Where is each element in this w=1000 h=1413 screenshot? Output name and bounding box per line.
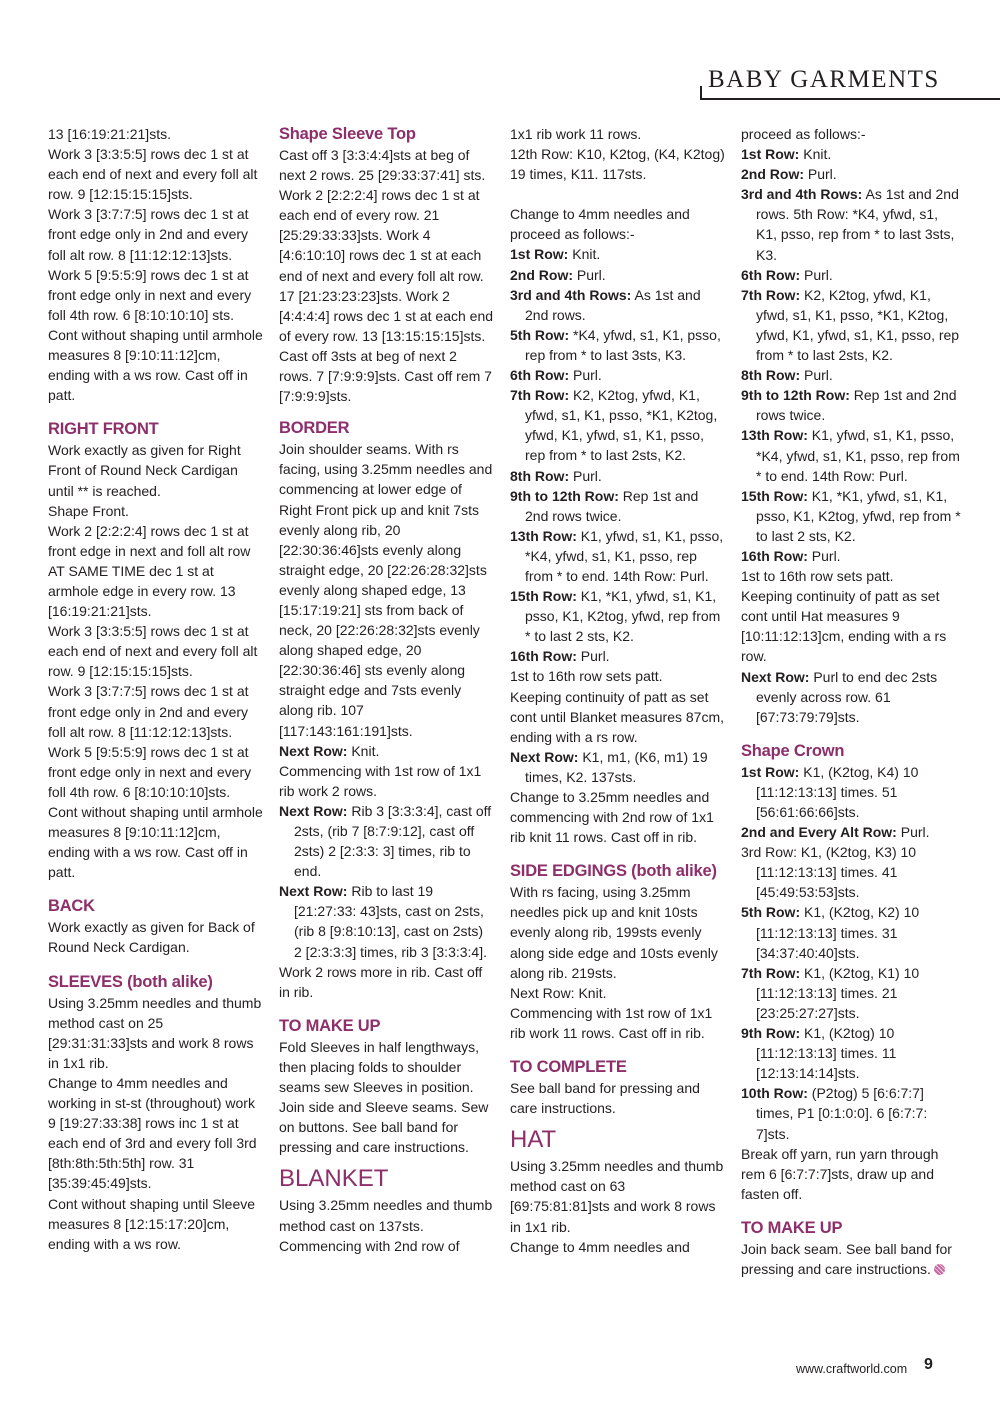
row-instruction — [741, 144, 961, 164]
row-label: 8th Row: — [510, 467, 570, 484]
row-label: 8th Row: — [741, 367, 801, 384]
heading-hat: HAT — [510, 1126, 557, 1154]
row-label: 16th Row: — [510, 648, 577, 665]
row-instruction — [510, 244, 725, 264]
row-label: Next Row: — [279, 883, 348, 900]
paragraph: Break off yarn, run yarn through rem 6 [6:7:7:7]sts, draw up and fasten off. — [741, 1145, 939, 1202]
row-instruction — [741, 1023, 961, 1083]
row-label: 3rd and 4th Rows: — [741, 186, 863, 203]
paragraph: Join shoulder seams. With rs facing, using 3.25mm needles and commencing at lower edge of Right Front pick up and knit 7sts evenly along rib, 20 [22:30:36:46]sts evenly along straight edge, 20 [22:26:28:32]sts evenly along shaped edge, 13 [15:17:19:21] sts from back of neck, 20 [22:26:28:32]sts evenly along shaped edge, 20 [22:30:36:46] sts evenly along straight edge and 7sts evenly along rib. 107 [117:143:161:191]sts. — [279, 441, 493, 739]
row-text: Purl. — [800, 266, 833, 283]
paragraph: Cont without shaping until Sleeve measures 8 [12:15:17:20]cm, ending with a ws row. — [48, 1195, 256, 1252]
row-label: 16th Row: — [741, 547, 808, 564]
row-text: *K4, yfwd, s1, K1, psso, rep from * to last 3sts, K3. — [525, 326, 721, 363]
row-label: Next Row: — [279, 802, 348, 819]
footer-url: www.craftworld.com — [796, 1362, 908, 1376]
row-instruction — [741, 546, 961, 566]
heading-to-complete: TO COMPLETE — [510, 1058, 627, 1077]
paragraph: Work 3 [3:7:7:5] rows dec 1 st at front edge only in 2nd and every foll alt row. 8 [11:12:12:13]sts. — [48, 683, 249, 740]
paragraph: Next Row: Knit. — [510, 984, 607, 1001]
row-label: 13th Row: — [510, 527, 577, 544]
row-label: 6th Row: — [510, 367, 570, 384]
row-label: Next Row: — [279, 742, 348, 759]
row-text: K2, K2tog, yfwd, K1, yfwd, s1, K1, psso, *K1, K2tog, yfwd, K1, yfwd, s1, K1, psso, rep from * to last 2sts, K2. — [525, 387, 718, 464]
paragraph: Using 3.25mm needles and thumb method cast on 137sts. Commencing with 2nd row of — [279, 1197, 493, 1254]
row-label: 1st Row: — [510, 246, 569, 263]
page-number: 9 — [924, 1356, 933, 1373]
row-text: K1, *K1, yfwd, s1, K1, psso, K1, K2tog, yfwd, rep from * to last 2 sts, K2. — [525, 588, 721, 645]
yarn-ball-icon — [934, 1264, 945, 1275]
paragraph: 1st to 16th row sets patt. — [510, 668, 663, 685]
row-instruction — [741, 385, 961, 425]
row-text: K2, K2tog, yfwd, K1, yfwd, s1, K1, psso, *K1, K2tog, yfwd, K1, yfwd, s1, K1, psso, rep from * to last 2sts, K2. — [756, 286, 960, 364]
paragraph: Work exactly as given for Right Front of Round Neck Cardigan until ** is reached. — [48, 442, 241, 499]
row-label: 2nd Row: — [741, 166, 804, 183]
row-instruction — [741, 902, 961, 962]
row-label: Next Row: — [510, 748, 579, 765]
row-text: K1, m1, (K6, m1) 19 times, K2. 137sts. — [525, 748, 708, 785]
row-label: 7th Row: — [741, 964, 801, 981]
row-instruction — [741, 285, 961, 365]
row-text: K1, (K2tog, K4) 10 [11:12:13:13] times. 51 [56:61:66:66]sts. — [756, 763, 919, 820]
heading-side-edgings: SIDE EDGINGS (both alike) — [510, 862, 717, 881]
column-4 — [741, 124, 961, 1279]
row-instruction — [741, 667, 961, 727]
paragraph: Work 2 [2:2:2:4] rows dec 1 st at front edge in next and foll alt row AT SAME TIME dec 1 st at armhole edge in every row. 13 [16:19:21:21]sts. — [48, 522, 251, 620]
row-label: 5th Row: — [741, 904, 801, 921]
paragraph: Using 3.25mm needles and thumb method cast on 63 [69:75:81:81]sts and work 8 rows in 1x1 rib. — [510, 1158, 724, 1235]
row-instruction — [510, 365, 725, 385]
paragraph: Cast off 3 [3:3:4:4]sts at beg of next 2 rows. 25 [29:33:37:41] sts. — [279, 147, 486, 184]
paragraph: Commencing with 1st row of 1x1 rib work 2 rows. — [279, 762, 482, 799]
paragraph: Cont without shaping until armhole measures 8 [9:10:11:12]cm, ending with a ws row. Cast off in patt. — [48, 326, 263, 404]
heading-to-make-up: TO MAKE UP — [279, 1016, 381, 1035]
row-text: K1, (K2tog, K1) 10 [11:12:13:13] times. 21 [23:25:27:27]sts. — [756, 964, 920, 1021]
paragraph-end — [741, 1239, 961, 1279]
paragraph: Work exactly as given for Back of Round Neck Cardigan. — [48, 919, 255, 956]
paragraph: Work 3 [3:7:7:5] rows dec 1 st at front edge only in 2nd and every foll alt row. 8 [11:12:12:13]sts. — [48, 206, 249, 263]
paragraph: With rs facing, using 3.25mm needles pick up and knit 10sts evenly along rib, 199sts evenly along side edge and 10sts evenly along rib. 219sts. — [510, 884, 718, 981]
row-instruction — [279, 881, 494, 961]
row-instruction — [741, 963, 961, 1023]
heading-back: BACK — [48, 897, 95, 916]
heading-to-make-up: TO MAKE UP — [741, 1218, 843, 1237]
paragraph: Change to 3.25mm needles and commencing with 2nd row of 1x1 rib knit 11 rows. Cast off in rib. — [510, 789, 714, 846]
paragraph: Using 3.25mm needles and thumb method cast on 25 [29:31:31:33]sts and work 8 rows in 1x1 rib. — [48, 994, 262, 1071]
row-text: Knit. — [799, 146, 832, 163]
row-instruction — [510, 526, 725, 586]
heading-border: BORDER — [279, 419, 350, 438]
row-instruction — [510, 646, 725, 666]
paragraph: Change to 4mm needles and working in st-st (throughout) work 9 [19:27:33:38] rows inc 1 st at each end of 3rd and every foll 3rd [8th:8th:5th:5th] row. 31 [35:39:45:49]sts. — [48, 1074, 257, 1192]
row-text: K1, *K1, yfwd, s1, K1, psso, K1, K2tog, yfwd, rep from * to last 2 sts, K2. — [756, 487, 961, 544]
spacer — [510, 184, 725, 204]
row-label: 1st Row: — [741, 763, 800, 780]
paragraph: Keeping continuity of patt as set cont until Hat measures 9 [10:11:12:13]cm, ending with a rs row. — [741, 588, 947, 665]
row-label: 15th Row: — [741, 487, 808, 504]
paragraph: 1x1 rib work 11 rows. — [510, 126, 642, 142]
column-2 — [279, 124, 494, 1256]
paragraph: Work 5 [9:5:5:9] rows dec 1 st at front edge only in next and every foll 4th row. 6 [8:10:10:10] sts. — [48, 266, 252, 323]
row-text: As 1st and 2nd rows. 5th Row: *K4, yfwd, s1, K1, psso, rep from * to last 3sts, K3. — [756, 186, 959, 263]
row-text: Purl. — [804, 166, 837, 183]
row-label: 9th Row: — [741, 1025, 801, 1042]
paragraph: Cont without shaping until armhole measures 8 [9:10:11:12]cm, ending with a ws row. Cast off in patt. — [48, 804, 263, 881]
row-label: 2nd Row: — [510, 266, 573, 283]
row-instruction — [510, 747, 725, 787]
row-text: Purl. — [569, 467, 602, 484]
paragraph: 1st to 16th row sets patt. — [741, 568, 894, 585]
heading-blanket: BLANKET — [279, 1165, 389, 1193]
row-instruction — [741, 184, 961, 264]
row-label: 1st Row: — [741, 146, 800, 163]
row-label: 2nd and Every Alt Row: — [741, 824, 897, 841]
row-instruction — [510, 385, 725, 465]
row-label: 15th Row: — [510, 588, 577, 605]
title-rule — [700, 98, 1000, 100]
row-label: 9th to 12th Row: — [741, 387, 850, 404]
row-instruction — [741, 425, 961, 485]
row-text: K1, yfwd, s1, K1, psso, *K4, yfwd, s1, K1, psso, rep from * to end. 14th Row: Purl. — [525, 527, 724, 584]
row-text: Rep 1st and 2nd rows twice. — [525, 487, 699, 524]
row-label: Next Row: — [741, 668, 810, 685]
paragraph: Shape Front. — [48, 502, 129, 519]
row-instruction — [510, 285, 725, 325]
row-text: Purl. — [576, 648, 610, 665]
heading-shape-crown: Shape Crown — [741, 741, 845, 760]
row-instruction — [741, 762, 961, 822]
row-instruction — [510, 486, 725, 526]
paragraph: Fold Sleeves in half lengthways, then placing folds to shoulder seams sew Sleeves in position. Join side and Sleeve seams. Sew on buttons. See ball band for pressing and care instructions. — [279, 1038, 489, 1156]
row-instruction — [741, 486, 961, 546]
paragraph: Work 2 rows more in rib. Cast off in rib. — [279, 963, 483, 1000]
row-instruction — [741, 365, 961, 385]
paragraph-text: Join back seam. See ball band for pressing and care instructions. — [741, 1240, 952, 1277]
row-instruction — [279, 801, 494, 881]
row-label: 13th Row: — [741, 427, 808, 444]
row-instruction: 3rd Row: K1, (K2tog, K3) 10 [11:12:13:13] times. 41 [45:49:53:53]sts. — [741, 844, 917, 901]
row-label: 7th Row: — [510, 387, 570, 404]
row-text: Purl. — [800, 367, 833, 384]
row-label: 7th Row: — [741, 286, 801, 303]
row-text: Rep 1st and 2nd rows twice. — [756, 387, 957, 424]
row-text: (P2tog) 5 [6:6:7:7] times, P1 [0:1:0:0]. 6 [6:7:7: 7]sts. — [756, 1085, 928, 1142]
row-label: 5th Row: — [510, 326, 570, 343]
paragraph: Commencing with 1st row of 1x1 rib work 11 rows. Cast off in rib. — [510, 1004, 713, 1041]
row-text: K1, (K2tog, K2) 10 [11:12:13:13] times. 31 [34:37:40:40]sts. — [756, 904, 920, 961]
paragraph: See ball band for pressing and care instructions. — [510, 1080, 700, 1117]
row-text: Rib 3 [3:3:3:4], cast off 2sts, (rib 7 [8:7:9:12], cast off 2sts) 2 [2:3:3: 3] times, rib to end. — [294, 802, 492, 880]
row-instruction — [741, 1083, 961, 1143]
heading-right-front: RIGHT FRONT — [48, 420, 159, 439]
row-text: Knit. — [347, 742, 380, 759]
row-instruction — [510, 466, 725, 486]
paragraph: Change to 4mm needles and — [510, 1238, 690, 1255]
row-text: Purl. — [896, 824, 930, 841]
paragraph: Work 2 [2:2:2:4] rows dec 1 st at each end of every row. 21 [25:29:33:33]sts. Work 4 [4:6:10:10] rows dec 1 st at each end of next and every foll alt row. 17 [21:23:23:23]sts. Work 2 [4:4:4:4] rows dec 1 st at each end of every row. 13 [13:15:15:15]sts. Cast off 3sts at beg of next 2 rows. 7 [7:9:9:9]sts. Cast off rem 7 [7:9:9:9]sts. — [279, 187, 494, 405]
row-text: Purl. — [573, 266, 606, 283]
row-text: Purl. — [807, 547, 841, 564]
row-instruction — [510, 325, 725, 365]
paragraph: Work 3 [3:3:5:5] rows dec 1 st at each end of next and every foll alt row. 9 [12:15:15:15]sts. — [48, 623, 258, 680]
row-text: Purl. — [569, 367, 602, 384]
paragraph: Work 5 [9:5:5:9] rows dec 1 st at front edge only in next and every foll 4th row. 6 [8:10:10:10]sts. — [48, 743, 252, 800]
row-text: Knit. — [568, 246, 601, 263]
row-instruction — [279, 741, 494, 761]
row-label: 10th Row: — [741, 1085, 808, 1102]
row-instruction — [510, 265, 725, 285]
row-text: As 1st and 2nd rows. — [525, 286, 701, 323]
row-text: K1, yfwd, s1, K1, psso, *K4, yfwd, s1, K1, psso, rep from * to end. 14th Row: Purl. — [756, 427, 960, 484]
heading-shape-sleeve-top: Shape Sleeve Top — [279, 125, 416, 143]
paragraph: 12th Row: K10, K2tog, (K4, K2tog) 19 times, K11. 117sts. — [510, 146, 725, 183]
column-3 — [510, 124, 725, 1257]
row-text: Purl to end dec 2sts evenly across row. 61 [67:73:79:79]sts. — [756, 668, 938, 725]
row-text: K1, (K2tog) 10 [11:12:13:13] times. 11 [12:13:14:14]sts. — [756, 1025, 897, 1082]
heading-sleeves: SLEEVES (both alike) — [48, 972, 213, 991]
row-instruction — [510, 586, 725, 646]
paragraph: proceed as follows:- — [741, 126, 866, 142]
row-label: 9th to 12th Row: — [510, 487, 619, 504]
section-title: BABY GARMENTS — [708, 66, 940, 93]
row-instruction — [741, 822, 961, 842]
paragraph: 13 [16:19:21:21]sts. — [48, 126, 171, 142]
row-instruction — [741, 164, 961, 184]
column-1 — [48, 124, 263, 1254]
paragraph: Keeping continuity of patt as set cont until Blanket measures 87cm, ending with a rs row. — [510, 688, 724, 745]
paragraph: Change to 4mm needles and proceed as follows:- — [510, 206, 690, 243]
row-instruction — [741, 265, 961, 285]
row-label: 6th Row: — [741, 266, 801, 283]
row-text: Rib to last 19 [21:27:33: 43]sts, cast on 2sts, (rib 8 [9:8:10:13], cast on 2sts) 2 [2:3:3:3] times, rib 3 [3:3:3:4]. — [294, 883, 487, 960]
row-label: 3rd and 4th Rows: — [510, 286, 632, 303]
paragraph: Work 3 [3:3:5:5] rows dec 1 st at each end of next and every foll alt row. 9 [12:15:15:15]sts. — [48, 146, 258, 203]
